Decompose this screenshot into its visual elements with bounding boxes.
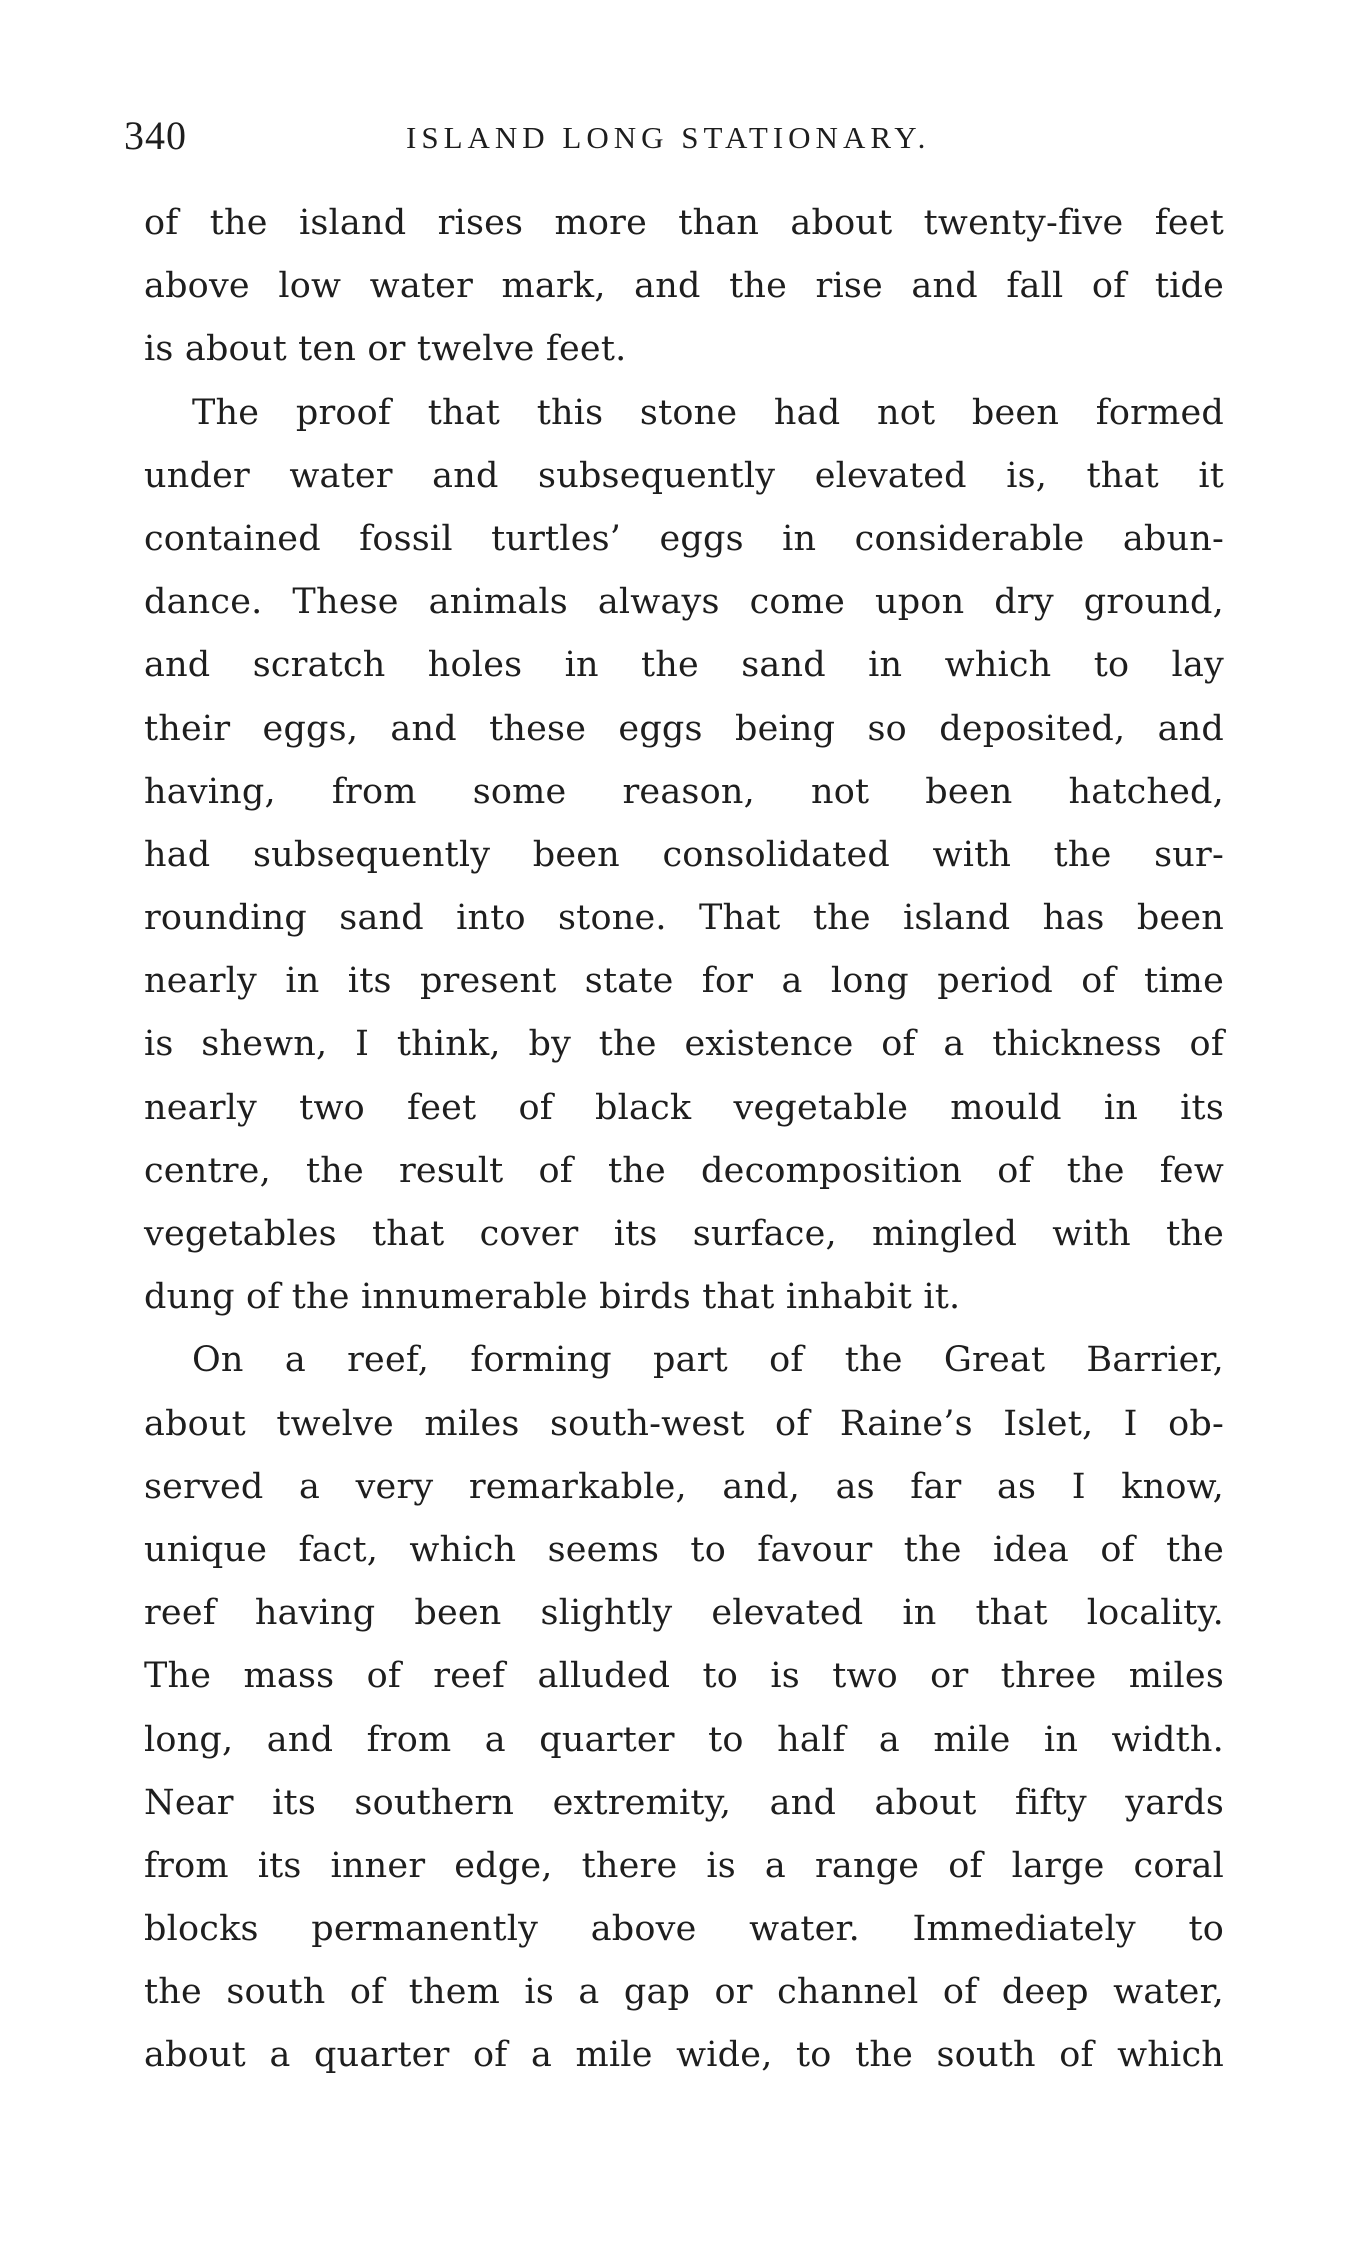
text-line: is about ten or twelve feet.: [144, 329, 627, 370]
text-line: from its inner edge, there is a range of large coral: [144, 1845, 1224, 1886]
page-number: 340: [124, 113, 187, 158]
text-line: dance. These animals always come upon dry ground,: [144, 582, 1224, 623]
text-line: centre, the result of the decomposition of the few: [144, 1150, 1224, 1191]
text-line: under water and subsequently elevated is, that it: [144, 455, 1224, 496]
text-line: Near its southern extremity, and about fifty yards: [144, 1782, 1224, 1823]
text-line: The proof that this stone had not been formed: [192, 392, 1224, 433]
text-line: having, from some reason, not been hatched,: [144, 771, 1224, 812]
page-header: [124, 108, 1234, 164]
text-line: dung of the innumerable birds that inhabit it.: [144, 1277, 961, 1318]
paragraph: [144, 382, 1224, 1330]
text-line: nearly in its present state for a long period of time: [144, 961, 1224, 1002]
running-title: ISLAND LONG STATIONARY.: [406, 120, 931, 155]
text-line: is shewn, I think, by the existence of a thickness of: [144, 1024, 1224, 1065]
paragraph: [144, 192, 1224, 382]
text-line: nearly two feet of black vegetable mould in its: [144, 1087, 1224, 1128]
text-line: On a reef, forming part of the Great Barrier,: [192, 1340, 1224, 1381]
text-line: served a very remarkable, and, as far as I know,: [144, 1466, 1224, 1507]
text-line: contained fossil turtles’ eggs in considerable abun-: [144, 518, 1224, 559]
text-line: about twelve miles south-west of Raine’s Islet, I ob-: [144, 1403, 1224, 1444]
text-line: above low water mark, and the rise and fall of tide: [144, 266, 1224, 307]
text-line: blocks permanently above water. Immediately to: [144, 1909, 1224, 1950]
text-line: vegetables that cover its surface, mingled with the: [144, 1214, 1224, 1254]
text-line: The mass of reef alluded to is two or three miles: [144, 1656, 1224, 1697]
text-line: their eggs, and these eggs being so deposited, and: [144, 708, 1224, 749]
text-line: about a quarter of a mile wide, to the south of which: [144, 2035, 1224, 2076]
text-line: long, and from a quarter to half a mile in width.: [144, 1719, 1224, 1760]
body-text: [144, 192, 1224, 2088]
text-line: and scratch holes in the sand in which to lay: [144, 645, 1224, 686]
text-line: of the island rises more than about twenty-five feet: [144, 203, 1224, 243]
text-line: unique fact, which seems to favour the idea of the: [144, 1529, 1224, 1570]
text-line: reef having been slightly elevated in that locality.: [144, 1593, 1224, 1634]
paragraph: [144, 1329, 1224, 2087]
text-line: the south of them is a gap or channel of deep water,: [144, 1972, 1224, 2013]
text-line: had subsequently been consolidated with the sur-: [144, 834, 1224, 875]
text-line: rounding sand into stone. That the island has been: [144, 898, 1224, 939]
